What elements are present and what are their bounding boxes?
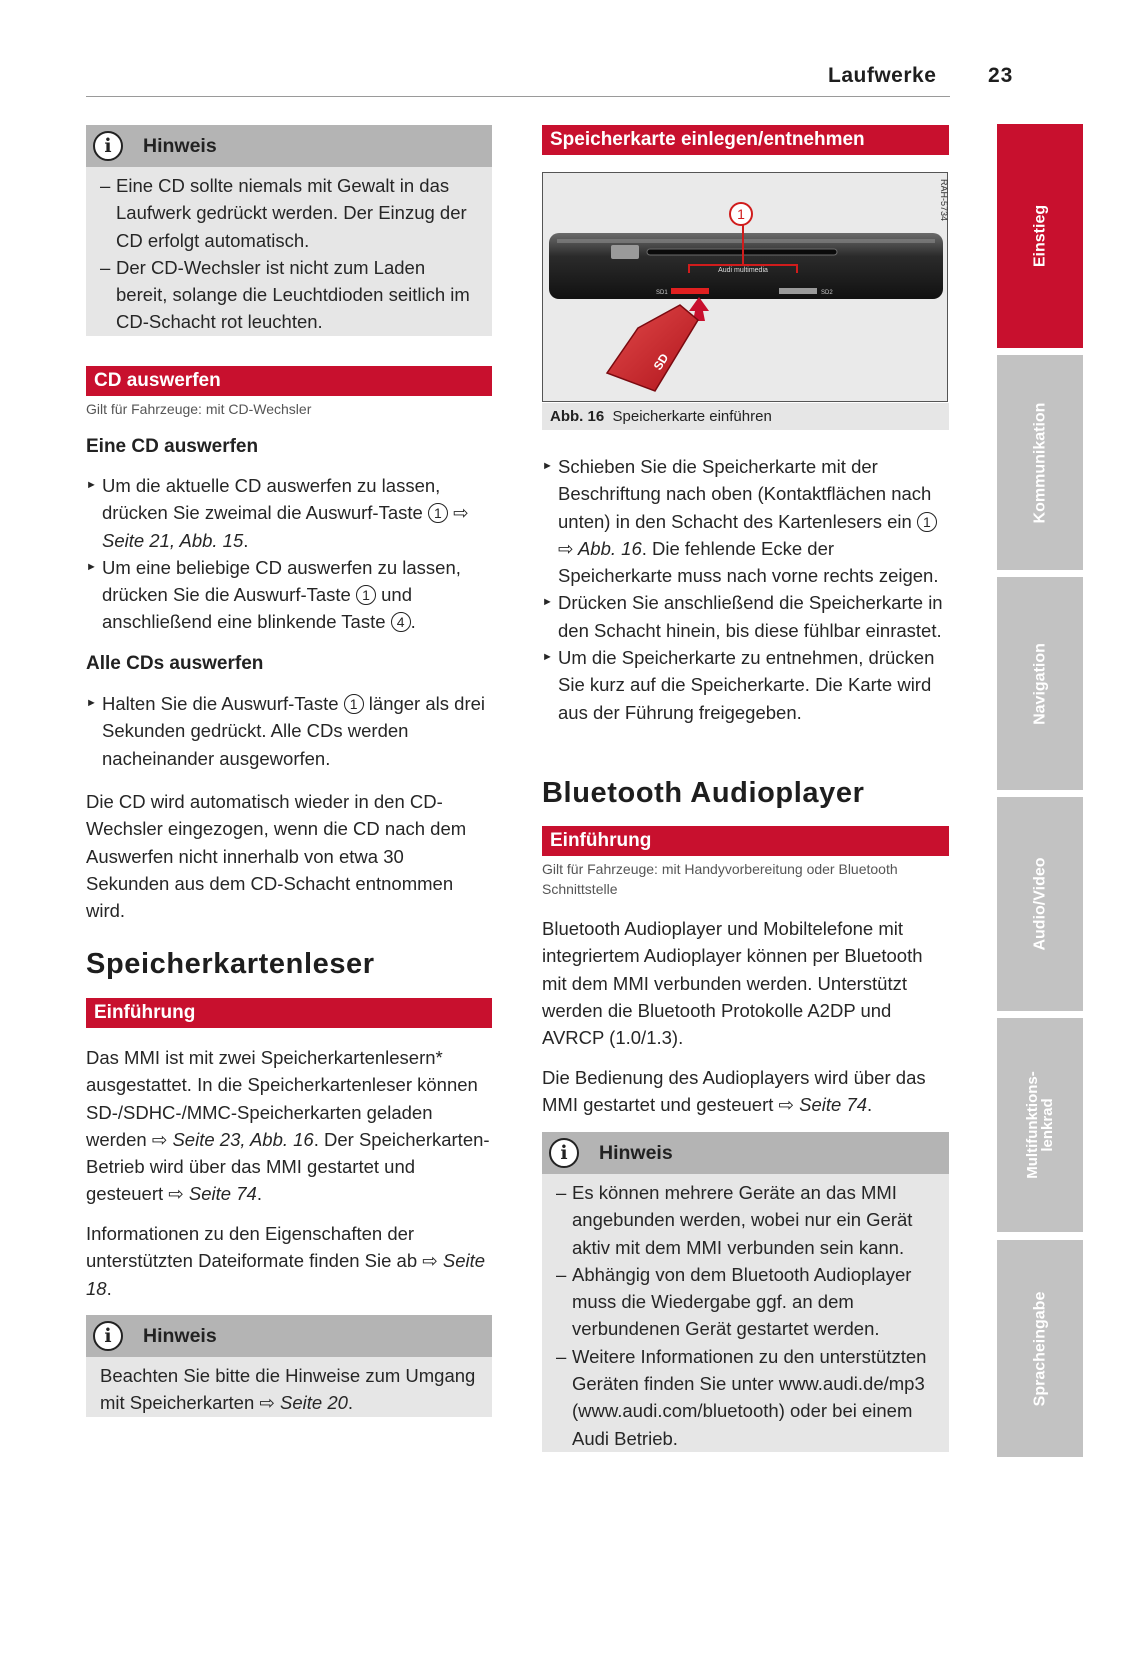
paragraph-bt-control: Die Bedienung des Audioplayers wird über das MMI gestartet und gesteuert ⇨ Seite 74. [542,1067,926,1116]
step-item: ► Um die aktuelle CD auswerfen zu lassen, drücken Sie zweimal die Auswurf-Taste 1 ⇨ Seite 21, Abb. 15. [86,472,492,554]
section-title-intro: Einführung [86,998,492,1028]
header-rule [86,96,950,97]
page-ref-link[interactable]: ⇨ Seite 74 [778,1094,868,1116]
label-sd1: SD1 [656,290,668,296]
subheading-eject-one: Eine CD auswerfen [86,436,259,457]
note-item: – Weitere Informationen zu den unterstützten Geräten finden Sie unter www.audi.de/mp3 (www.audi.com/bluetooth) oder bei einem Audi Betrieb. [556,1343,937,1452]
tab-kommunikation[interactable]: Kommunikation [997,355,1083,570]
subheading-eject-all: Alle CDs auswerfen [86,653,264,674]
page-ref-link[interactable]: ⇨ Seite 74 [168,1183,257,1205]
applies-note: Gilt für Fahrzeuge: mit Handyvorbereitung oder Bluetooth Schnittstelle [542,861,898,897]
step-item: ► Halten Sie die Auswurf-Taste 1 länger als drei Sekunden gedrückt. Alle CDs werden nacheinander ausgeworfen. [86,690,492,772]
note-header [542,1132,949,1174]
note-header [86,1315,492,1357]
slot-sd1 [671,288,709,294]
chapter-heading-reader: Speicherkartenleser [86,948,375,980]
note-title: Hinweis [599,1142,673,1164]
section-title-bt-intro: Einführung [542,826,949,856]
steps-eject-all [86,690,492,772]
page-ref-link[interactable]: ⇨ Seite 23, Abb. 16 [151,1128,314,1150]
steps-insert-card [542,453,949,726]
sd-card-icon [607,305,698,391]
chapter-heading-bluetooth: Bluetooth Audioplayer [542,777,865,809]
eject-button-icon [611,245,639,259]
info-icon: i [93,131,123,161]
tab-audio-video[interactable]: Audio/Video [997,797,1083,1011]
marker-1: 1 [356,585,376,605]
marker-1: 1 [344,694,364,714]
label-sd2: SD2 [821,290,833,296]
device-illustration [543,173,947,401]
note-title: Hinweis [143,1325,217,1347]
paragraph-file-formats: Informationen zu den Eigenschaften der unterstützten Dateiformate finden Sie ab ⇨ Seite 18. [86,1223,486,1299]
note-item: – Es können mehrere Geräte an das MMI angebunden werden, wobei nur ein Gerät aktiv mit dem MMI verbunden sein kann. [556,1179,937,1261]
note-header [86,125,492,167]
section-title-cd-eject: CD auswerfen [86,366,492,396]
applies-note: Gilt für Fahrzeuge: mit CD-Wechsler [86,401,312,417]
note-box-cards [86,1315,492,1417]
section-title-insert-card: Speicherkarte einlegen/entnehmen [542,125,949,155]
info-icon: i [549,1138,579,1168]
slot-sd2 [779,288,817,294]
note-item: – Eine CD sollte niemals mit Gewalt in das Laufwerk gedrückt werden. Der Einzug der CD erfolgt automatisch. [100,172,480,254]
paragraph-reader-intro: Das MMI ist mit zwei Speicherkartenlesern* ausgestattet. In die Speicherkartenleser können SD-/SDHC-/MMC-Speicherkarten geladen werden ⇨ Seite 23, Abb. 16. Der Speicherkarten-Betrieb wird über das MMI gestartet und gesteuert ⇨ Seite 74. [86,1047,490,1205]
marker-1: 1 [428,503,448,523]
figure-card-insert [542,172,948,402]
marker-1: 1 [917,512,937,532]
note-box-bt [542,1132,949,1452]
page-ref-link[interactable]: ⇨ Seite 21, Abb. 15 [102,502,469,551]
marker-4: 4 [391,612,411,632]
step-item: ► Um eine beliebige CD auswerfen zu lassen, drücken Sie die Auswurf-Taste 1 und anschließend eine blinkende Taste 4 . [86,554,492,636]
figure-code: RAH-5734 [939,179,949,222]
page-number: 23 [988,64,1014,87]
figure-ref-link[interactable]: ⇨ Abb. 16 [558,537,642,559]
paragraph-bt-intro: Bluetooth Audioplayer und Mobiltelefone mit integriertem Audioplayer können per Bluetooth mit dem MMI verbunden werden. Unterstützt werden die Bluetooth Protokolle A2DP und AVRCP (1.0/1.3). [542,918,923,1049]
note-box-cd [86,125,492,336]
callout-number: 1 [737,206,745,222]
note-item: – Abhängig von dem Bluetooth Audioplayer muss die Wiedergabe ggf. an dem verbundenen Gerät gestartet werden. [556,1261,937,1343]
tab-spracheingabe[interactable]: Spracheingabe [997,1240,1083,1457]
chapter-title: Laufwerke [828,64,937,87]
note-title: Hinweis [143,135,217,157]
card-label: SD [650,351,672,373]
note-text: Beachten Sie bitte die Hinweise zum Umgang mit Speicherkarten ⇨ Seite 20. [100,1365,476,1414]
paragraph-cd-reload: Die CD wird automatisch wieder in den CD-Wechsler eingezogen, wenn die CD nach dem Auswerfen nicht innerhalb von etwa 30 Sekunden aus dem CD-Schacht entnommen wird. [86,791,467,922]
tab-navigation[interactable]: Navigation [997,577,1083,790]
caption-number: Abb. 16 [550,408,605,425]
info-icon: i [93,1321,123,1351]
tab-multifunktionslenkrad[interactable]: Multifunktions- lenkrad [997,1018,1083,1232]
note-item: – Der CD-Wechsler ist nicht zum Laden bereit, solange die Leuchtdioden seitlich im CD-Schacht rot leuchten. [100,254,480,336]
tab-einstieg[interactable]: Einstieg [997,124,1083,348]
step-item: ► Drücken Sie anschließend die Speicherkarte in den Schacht hinein, bis diese fühlbar einrastet. [542,589,949,644]
step-item: ► Um die Speicherkarte zu entnehmen, drücken Sie kurz auf die Speicherkarte. Die Karte wird aus der Führung freigegeben. [542,644,949,726]
step-item: ► Schieben Sie die Speicherkarte mit der Beschriftung nach oben (Kontaktflächen nach unten) in den Schacht des Kartenlesers ein 1 ⇨ Abb. 16. Die fehlende Ecke der Speicherkarte muss nach vorne rechts zeigen. [542,453,949,589]
steps-eject-one [86,472,492,636]
page-ref-link[interactable]: ⇨ Seite 20 [259,1392,348,1414]
figure-caption: Abb. 16 Speicherkarte einführen [542,403,949,430]
page-ref-link[interactable]: ⇨ Seite 18 [86,1250,486,1299]
device-label: Audi multimedia [718,267,768,274]
